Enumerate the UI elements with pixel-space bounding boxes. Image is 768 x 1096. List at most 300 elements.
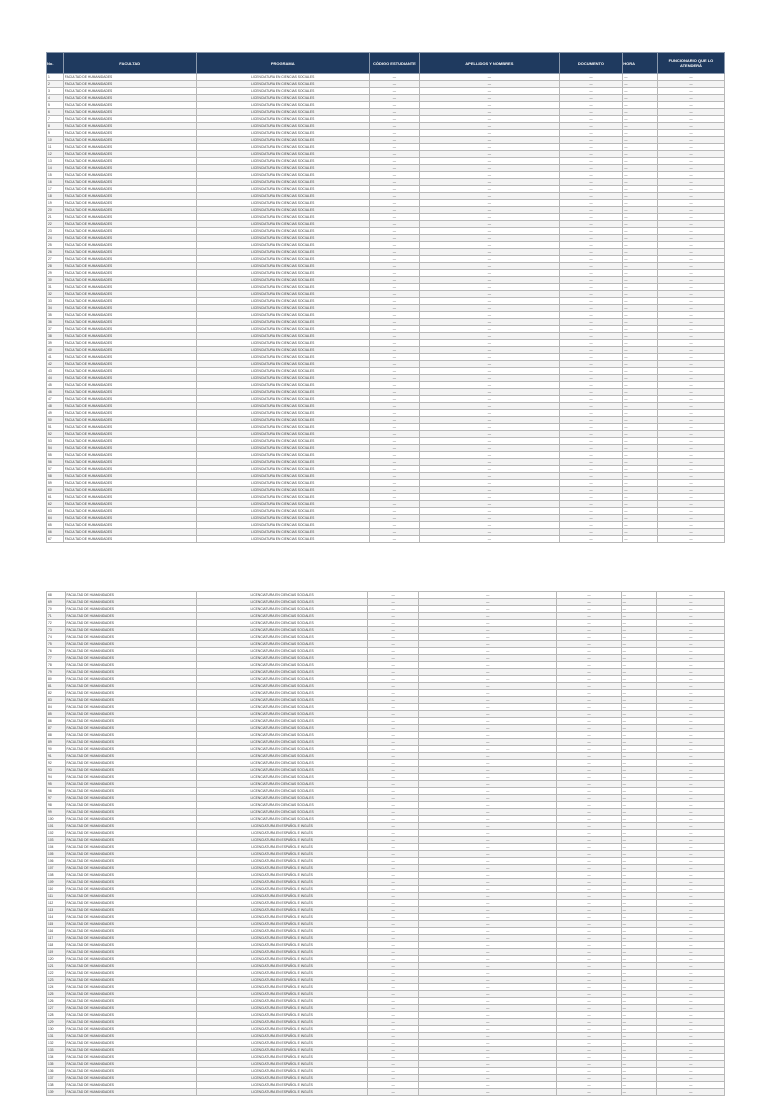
table-row (47, 648, 725, 655)
row-codigo: — (369, 186, 419, 193)
row-codigo: — (368, 865, 419, 872)
row-documento: — (557, 704, 621, 711)
table-row (47, 256, 725, 263)
row-programa: LICENCIATURA EN CIENCIAS SOCIALES (197, 655, 368, 662)
table-row (47, 459, 725, 466)
row-facultad: FACULTAD DE HUMANIDADES (63, 494, 196, 501)
table-row (47, 151, 725, 158)
row-codigo: — (368, 599, 419, 606)
row-codigo: — (369, 144, 419, 151)
row-facultad: FACULTAD DE HUMANIDADES (65, 914, 197, 921)
row-facultad: FACULTAD DE HUMANIDADES (65, 1040, 197, 1047)
row-facultad: FACULTAD DE HUMANIDADES (65, 774, 197, 781)
row-programa: LICENCIATURA EN CIENCIAS SOCIALES (197, 599, 368, 606)
row-facultad: FACULTAD DE HUMANIDADES (65, 1005, 197, 1012)
row-hora: — (621, 1033, 657, 1040)
row-hora: — (623, 452, 658, 459)
row-facultad: FACULTAD DE HUMANIDADES (63, 193, 196, 200)
row-hora: — (621, 886, 657, 893)
row-programa: LICENCIATURA EN CIENCIAS SOCIALES (197, 648, 368, 655)
row-facultad: FACULTAD DE HUMANIDADES (63, 515, 196, 522)
row-hora: — (621, 746, 657, 753)
row-hora: — (621, 963, 657, 970)
row-documento: — (559, 102, 623, 109)
table-row (47, 242, 725, 249)
table-row (47, 1040, 725, 1047)
row-documento: — (557, 1054, 621, 1061)
row-facultad: FACULTAD DE HUMANIDADES (63, 284, 196, 291)
row-hora: — (623, 354, 658, 361)
row-hora: — (621, 991, 657, 998)
row-documento: — (559, 249, 623, 256)
row-hora: — (621, 942, 657, 949)
row-facultad: FACULTAD DE HUMANIDADES (65, 648, 197, 655)
row-hora: — (621, 830, 657, 837)
row-facultad: FACULTAD DE HUMANIDADES (63, 207, 196, 214)
row-documento: — (557, 1061, 621, 1068)
row-nombres: — (420, 137, 560, 144)
table-row (47, 655, 725, 662)
row-codigo: — (369, 249, 419, 256)
row-documento: — (557, 620, 621, 627)
row-number: 100 (47, 816, 66, 823)
row-funcionario: — (657, 473, 724, 480)
row-nombres: — (419, 872, 557, 879)
row-funcionario: — (657, 347, 724, 354)
table-row (47, 221, 725, 228)
row-facultad: FACULTAD DE HUMANIDADES (63, 200, 196, 207)
row-documento: — (559, 333, 623, 340)
row-facultad: FACULTAD DE HUMANIDADES (65, 858, 197, 865)
row-codigo: — (368, 662, 419, 669)
row-funcionario: — (657, 781, 725, 788)
row-documento: — (559, 431, 623, 438)
row-programa: LICENCIATURA EN ESPAÑOL E INGLÉS (197, 991, 368, 998)
row-number: 48 (47, 403, 64, 410)
row-documento: — (559, 235, 623, 242)
row-number: 63 (47, 508, 64, 515)
row-codigo: — (369, 172, 419, 179)
table-row (47, 599, 725, 606)
row-facultad: FACULTAD DE HUMANIDADES (65, 851, 197, 858)
row-documento: — (559, 438, 623, 445)
table-row (47, 214, 725, 221)
row-programa: LICENCIATURA EN CIENCIAS SOCIALES (196, 298, 369, 305)
row-codigo: — (369, 501, 419, 508)
row-nombres: — (420, 270, 560, 277)
table-row (47, 235, 725, 242)
row-funcionario: — (657, 382, 724, 389)
row-programa: LICENCIATURA EN CIENCIAS SOCIALES (196, 403, 369, 410)
row-hora: — (621, 935, 657, 942)
row-funcionario: — (657, 102, 724, 109)
row-hora: — (621, 718, 657, 725)
table-row (47, 816, 725, 823)
row-number: 6 (47, 109, 64, 116)
table-row (47, 970, 725, 977)
row-nombres: — (419, 739, 557, 746)
row-hora: — (621, 641, 657, 648)
row-facultad: FACULTAD DE HUMANIDADES (65, 991, 197, 998)
row-nombres: — (419, 676, 557, 683)
row-hora: — (621, 907, 657, 914)
table-row (47, 949, 725, 956)
row-funcionario: — (657, 74, 724, 81)
row-documento: — (557, 809, 621, 816)
row-number: 9 (47, 130, 64, 137)
row-number: 125 (47, 991, 66, 998)
row-codigo: — (369, 452, 419, 459)
row-facultad: FACULTAD DE HUMANIDADES (65, 935, 197, 942)
row-facultad: FACULTAD DE HUMANIDADES (63, 242, 196, 249)
row-codigo: — (368, 802, 419, 809)
row-facultad: FACULTAD DE HUMANIDADES (65, 956, 197, 963)
row-programa: LICENCIATURA EN ESPAÑOL E INGLÉS (197, 879, 368, 886)
table-row (47, 417, 725, 424)
row-facultad: FACULTAD DE HUMANIDADES (63, 382, 196, 389)
row-programa: LICENCIATURA EN CIENCIAS SOCIALES (196, 508, 369, 515)
row-codigo: — (369, 396, 419, 403)
row-codigo: — (368, 907, 419, 914)
row-programa: LICENCIATURA EN ESPAÑOL E INGLÉS (197, 1054, 368, 1061)
row-funcionario: — (657, 1040, 725, 1047)
row-funcionario: — (657, 977, 725, 984)
row-number: 13 (47, 158, 64, 165)
row-hora: — (621, 634, 657, 641)
table-section-1 (46, 52, 725, 541)
row-codigo: — (368, 809, 419, 816)
row-codigo: — (369, 242, 419, 249)
row-codigo: — (368, 900, 419, 907)
row-codigo: — (369, 123, 419, 130)
row-facultad: FACULTAD DE HUMANIDADES (63, 291, 196, 298)
table-row (47, 809, 725, 816)
table-row (47, 907, 725, 914)
row-codigo: — (369, 417, 419, 424)
row-documento: — (557, 634, 621, 641)
row-facultad: FACULTAD DE HUMANIDADES (63, 340, 196, 347)
row-hora: — (621, 669, 657, 676)
table-row (47, 270, 725, 277)
row-funcionario: — (657, 914, 725, 921)
row-nombres: — (420, 221, 560, 228)
row-hora: — (623, 473, 658, 480)
row-number: 61 (47, 494, 64, 501)
row-hora: — (621, 1061, 657, 1068)
table-row (47, 396, 725, 403)
row-nombres: — (420, 74, 560, 81)
table-row (47, 410, 725, 417)
row-nombres: — (420, 214, 560, 221)
row-nombres: — (419, 1005, 557, 1012)
row-hora: — (623, 333, 658, 340)
row-codigo: — (368, 893, 419, 900)
row-documento: — (559, 382, 623, 389)
row-funcionario: — (657, 1026, 725, 1033)
row-facultad: FACULTAD DE HUMANIDADES (65, 718, 197, 725)
row-facultad: FACULTAD DE HUMANIDADES (65, 704, 197, 711)
row-documento: — (559, 137, 623, 144)
row-facultad: FACULTAD DE HUMANIDADES (63, 179, 196, 186)
row-programa: LICENCIATURA EN CIENCIAS SOCIALES (196, 284, 369, 291)
row-codigo: — (368, 1089, 419, 1096)
row-funcionario: — (657, 732, 725, 739)
table-row (47, 487, 725, 494)
row-nombres: — (420, 165, 560, 172)
row-documento: — (557, 641, 621, 648)
table-row (47, 998, 725, 1005)
row-documento: — (559, 242, 623, 249)
row-funcionario: — (657, 1089, 725, 1096)
row-funcionario: — (657, 130, 724, 137)
row-documento: — (559, 417, 623, 424)
table-row (47, 620, 725, 627)
table-row (47, 928, 725, 935)
row-number: 52 (47, 431, 64, 438)
row-hora: — (623, 438, 658, 445)
row-nombres: — (419, 1075, 557, 1082)
row-funcionario: — (657, 1068, 725, 1075)
row-codigo: — (369, 137, 419, 144)
row-number: 106 (47, 858, 66, 865)
row-documento: — (559, 361, 623, 368)
table-row (47, 634, 725, 641)
row-documento: — (557, 1068, 621, 1075)
row-nombres: — (419, 1012, 557, 1019)
row-codigo: — (368, 956, 419, 963)
row-programa: LICENCIATURA EN CIENCIAS SOCIALES (196, 501, 369, 508)
row-number: 123 (47, 977, 66, 984)
row-nombres: — (420, 179, 560, 186)
row-documento: — (559, 193, 623, 200)
row-facultad: FACULTAD DE HUMANIDADES (63, 333, 196, 340)
row-nombres: — (420, 123, 560, 130)
row-hora: — (621, 767, 657, 774)
row-funcionario: — (657, 991, 725, 998)
row-funcionario: — (657, 739, 725, 746)
row-programa: LICENCIATURA EN CIENCIAS SOCIALES (196, 347, 369, 354)
row-funcionario: — (657, 438, 724, 445)
row-facultad: FACULTAD DE HUMANIDADES (63, 172, 196, 179)
row-hora: — (623, 417, 658, 424)
table-row (47, 592, 725, 599)
row-facultad: FACULTAD DE HUMANIDADES (65, 970, 197, 977)
table-row (47, 389, 725, 396)
row-number: 15 (47, 172, 64, 179)
table-row (47, 886, 725, 893)
row-hora: — (621, 865, 657, 872)
row-nombres: — (420, 158, 560, 165)
table-row (47, 284, 725, 291)
row-codigo: — (369, 207, 419, 214)
row-programa: LICENCIATURA EN CIENCIAS SOCIALES (196, 200, 369, 207)
row-nombres: — (419, 760, 557, 767)
row-hora: — (621, 809, 657, 816)
row-programa: LICENCIATURA EN CIENCIAS SOCIALES (196, 529, 369, 536)
row-nombres: — (420, 298, 560, 305)
row-number: 35 (47, 312, 64, 319)
row-nombres: — (420, 536, 560, 543)
row-codigo: — (368, 921, 419, 928)
row-codigo: — (369, 214, 419, 221)
row-funcionario: — (657, 368, 724, 375)
row-funcionario: — (657, 942, 725, 949)
row-funcionario: — (657, 522, 724, 529)
row-documento: — (557, 970, 621, 977)
row-codigo: — (369, 466, 419, 473)
header-facultad: FACULTAD (63, 53, 196, 74)
row-facultad: FACULTAD DE HUMANIDADES (65, 1061, 197, 1068)
row-nombres: — (419, 627, 557, 634)
row-programa: LICENCIATURA EN CIENCIAS SOCIALES (196, 382, 369, 389)
row-programa: LICENCIATURA EN CIENCIAS SOCIALES (197, 683, 368, 690)
row-programa: LICENCIATURA EN CIENCIAS SOCIALES (197, 592, 368, 599)
row-programa: LICENCIATURA EN ESPAÑOL E INGLÉS (197, 893, 368, 900)
row-programa: LICENCIATURA EN CIENCIAS SOCIALES (196, 515, 369, 522)
row-hora: — (621, 676, 657, 683)
header-funcionario: FUNCIONARIO QUE LO ATENDERÁ (657, 53, 724, 74)
row-codigo: — (368, 858, 419, 865)
table-row (47, 690, 725, 697)
table-row (47, 382, 725, 389)
header-documento: DOCUMENTO (559, 53, 623, 74)
row-programa: LICENCIATURA EN CIENCIAS SOCIALES (196, 235, 369, 242)
row-documento: — (557, 1075, 621, 1082)
row-hora: — (621, 921, 657, 928)
table-row (47, 1005, 725, 1012)
row-programa: LICENCIATURA EN CIENCIAS SOCIALES (196, 137, 369, 144)
row-facultad: FACULTAD DE HUMANIDADES (65, 781, 197, 788)
row-number: 110 (47, 886, 66, 893)
row-codigo: — (369, 354, 419, 361)
row-funcionario: — (657, 305, 724, 312)
row-number: 90 (47, 746, 66, 753)
row-funcionario: — (657, 256, 724, 263)
row-hora: — (621, 1026, 657, 1033)
row-codigo: — (369, 291, 419, 298)
row-number: 135 (47, 1061, 66, 1068)
table-row (47, 844, 725, 851)
row-programa: LICENCIATURA EN ESPAÑOL E INGLÉS (197, 1012, 368, 1019)
table-row (47, 641, 725, 648)
row-hora: — (621, 774, 657, 781)
row-funcionario: — (657, 599, 725, 606)
row-facultad: FACULTAD DE HUMANIDADES (63, 123, 196, 130)
row-number: 130 (47, 1026, 66, 1033)
row-funcionario: — (657, 81, 724, 88)
row-programa: LICENCIATURA EN ESPAÑOL E INGLÉS (197, 1026, 368, 1033)
row-programa: LICENCIATURA EN CIENCIAS SOCIALES (196, 522, 369, 529)
table-row (47, 340, 725, 347)
table-row (47, 732, 725, 739)
row-number: 78 (47, 662, 66, 669)
row-codigo: — (369, 347, 419, 354)
row-nombres: — (419, 858, 557, 865)
row-hora: — (623, 480, 658, 487)
row-number: 8 (47, 123, 64, 130)
row-funcionario: — (657, 718, 725, 725)
row-documento: — (559, 501, 623, 508)
row-documento: — (559, 480, 623, 487)
row-nombres: — (419, 781, 557, 788)
table-row (47, 711, 725, 718)
row-documento: — (559, 494, 623, 501)
row-number: 30 (47, 277, 64, 284)
row-codigo: — (369, 151, 419, 158)
row-documento: — (557, 914, 621, 921)
row-hora: — (623, 81, 658, 88)
row-number: 45 (47, 382, 64, 389)
table-section-2 (46, 591, 725, 1094)
row-documento: — (557, 879, 621, 886)
row-programa: LICENCIATURA EN CIENCIAS SOCIALES (196, 466, 369, 473)
row-number: 96 (47, 788, 66, 795)
table-row (47, 760, 725, 767)
row-nombres: — (420, 172, 560, 179)
row-funcionario: — (657, 494, 724, 501)
table-row (47, 837, 725, 844)
row-nombres: — (420, 200, 560, 207)
row-number: 49 (47, 410, 64, 417)
row-codigo: — (369, 256, 419, 263)
row-documento: — (557, 1026, 621, 1033)
row-facultad: FACULTAD DE HUMANIDADES (63, 368, 196, 375)
row-hora: — (621, 977, 657, 984)
table-row (47, 893, 725, 900)
row-funcionario: — (657, 431, 724, 438)
row-codigo: — (369, 494, 419, 501)
row-funcionario: — (657, 172, 724, 179)
row-facultad: FACULTAD DE HUMANIDADES (63, 277, 196, 284)
row-programa: LICENCIATURA EN CIENCIAS SOCIALES (196, 361, 369, 368)
row-nombres: — (420, 515, 560, 522)
row-hora: — (623, 347, 658, 354)
row-funcionario: — (657, 326, 724, 333)
row-number: 82 (47, 690, 66, 697)
table-row (47, 1033, 725, 1040)
row-facultad: FACULTAD DE HUMANIDADES (65, 641, 197, 648)
row-number: 127 (47, 1005, 66, 1012)
row-hora: — (623, 410, 658, 417)
row-hora: — (621, 872, 657, 879)
row-codigo: — (369, 165, 419, 172)
row-hora: — (623, 186, 658, 193)
row-facultad: FACULTAD DE HUMANIDADES (65, 690, 197, 697)
row-documento: — (559, 158, 623, 165)
row-funcionario: — (657, 200, 724, 207)
row-documento: — (557, 802, 621, 809)
row-codigo: — (368, 683, 419, 690)
row-programa: LICENCIATURA EN CIENCIAS SOCIALES (197, 711, 368, 718)
row-funcionario: — (657, 1061, 725, 1068)
table-row (47, 851, 725, 858)
row-programa: LICENCIATURA EN CIENCIAS SOCIALES (196, 368, 369, 375)
row-documento: — (559, 88, 623, 95)
row-nombres: — (420, 291, 560, 298)
row-hora: — (621, 1075, 657, 1082)
row-facultad: FACULTAD DE HUMANIDADES (65, 900, 197, 907)
table-row (47, 361, 725, 368)
row-hora: — (621, 613, 657, 620)
row-funcionario: — (657, 242, 724, 249)
table-row (47, 137, 725, 144)
row-programa: LICENCIATURA EN CIENCIAS SOCIALES (196, 473, 369, 480)
row-codigo: — (368, 613, 419, 620)
row-number: 59 (47, 480, 64, 487)
row-documento: — (559, 445, 623, 452)
row-nombres: — (420, 228, 560, 235)
row-facultad: FACULTAD DE HUMANIDADES (63, 431, 196, 438)
